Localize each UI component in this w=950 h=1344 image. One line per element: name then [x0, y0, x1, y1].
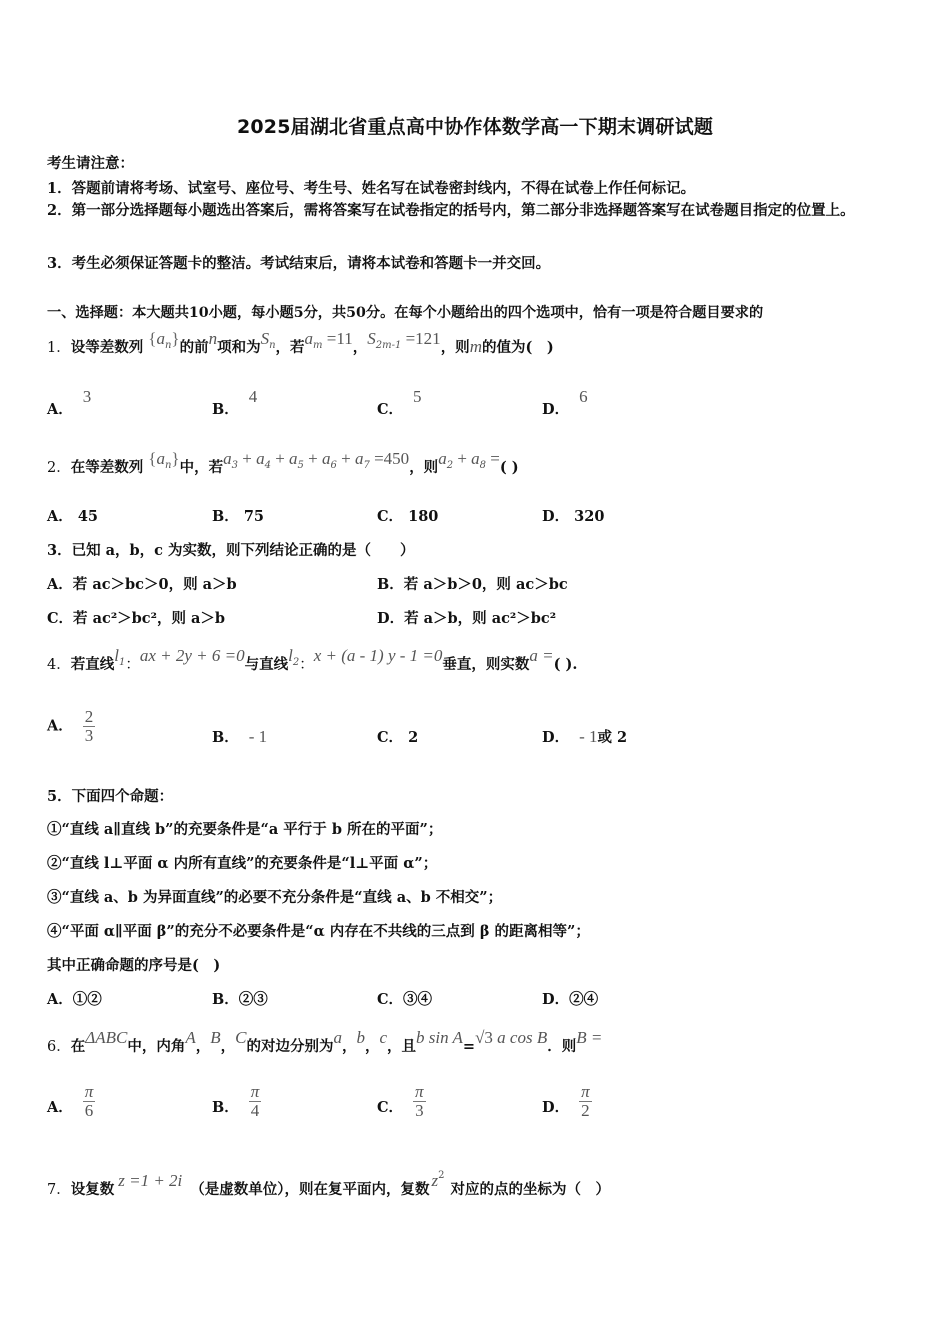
fraction-denominator: 3 [84, 726, 94, 745]
q7-z2 [431, 1170, 445, 1190]
option-value: 75 [243, 508, 265, 525]
q1-option-d[interactable] [542, 387, 588, 419]
q1-S2-sym: S [367, 329, 376, 348]
option-value: 若 ac²＞bc²，则 a＞b [73, 610, 226, 627]
q5-proposition-4: ④“平面 α∥平面 β”的充分不必要条件是“α 内存在不共线的三点到 β 的距离相等”； [47, 923, 590, 940]
q1-option-a[interactable] [47, 387, 92, 419]
q2-text: 在等差数列 [70, 459, 144, 476]
q2-term: a [256, 449, 265, 468]
q2-option-a[interactable] [47, 505, 98, 526]
q1-text: 的前 [179, 339, 209, 356]
q7-z2-sym: z [431, 1171, 439, 1190]
question-number: 4． [47, 657, 71, 673]
question-number: 1． [47, 340, 71, 356]
option-label: C． [377, 729, 404, 746]
q2-term-sub: 4 [264, 460, 271, 471]
q1-S2-sub: 2m-1 [375, 340, 402, 351]
q5-option-a[interactable] [47, 988, 102, 1009]
q2-option-b[interactable] [212, 505, 264, 526]
option-value: 若 a＞b，则 ac²＞bc² [404, 610, 557, 627]
question-2 [47, 449, 519, 479]
q6-text: 在 [70, 1038, 86, 1055]
notice-item-1: 1．答题前请将考场、试室号、座位号、考生号、姓名写在试卷密封线内，不得在试卷上作任何标记。 [47, 180, 696, 197]
fraction-denominator: 2 [581, 1101, 590, 1120]
option-suffix: 或 2 [597, 729, 628, 746]
option-label: A． [47, 576, 73, 593]
q2-term-sub: 5 [297, 460, 304, 471]
q6-triangle: ΔABC [85, 1028, 128, 1047]
option-label: C． [377, 401, 404, 418]
q1-option-c[interactable] [377, 387, 422, 419]
q1-comma: ， [352, 339, 368, 356]
option-value: 若 ac＞bc＞0，则 a＞b [72, 576, 237, 593]
q6-text: ，且 [387, 1038, 416, 1055]
fraction-denominator: 4 [250, 1101, 260, 1120]
option-value: - 1 [579, 727, 598, 746]
q5-option-b[interactable] [212, 988, 268, 1009]
option-value: ①② [72, 991, 102, 1008]
option-value: 若 a＞b＞0，则 ac＞bc [403, 576, 568, 593]
q6-C: C [235, 1028, 247, 1047]
page-title: 2025届湖北省重点高中协作体数学高一下期末调研试题 [236, 116, 714, 138]
q4-l2 [288, 646, 300, 668]
q2-term-sub: 6 [330, 460, 337, 471]
q2-term: a [354, 449, 364, 468]
q1-text: 的值为( ) [481, 339, 554, 356]
q6-comma: ， [341, 1038, 357, 1055]
q4-l2-sub: 2 [292, 657, 300, 668]
q2-op: =450 [369, 449, 410, 468]
question-7 [47, 1170, 611, 1199]
option-label: A． [47, 1098, 73, 1116]
q6-b: b [356, 1028, 365, 1047]
option-value: 4 [248, 387, 258, 406]
q2-term-sub: 7 [363, 460, 370, 471]
q1-am-val: =11 [322, 329, 353, 348]
notice-item-2: 2．第一部分选择题每小题选出答案后，需将答案写在试卷指定的括号内，第二部分非选择题答案写在试卷题目指定的位置上。 [47, 202, 855, 219]
q7-z2-sup: 2 [438, 1170, 445, 1181]
q2-a: a [156, 449, 165, 468]
q2-option-c[interactable] [377, 505, 438, 526]
q2-plus: + [453, 449, 472, 468]
option-label: B． [377, 576, 404, 593]
q6-root: √3 [475, 1028, 493, 1047]
question-number: 6． [47, 1039, 71, 1055]
q2-a2-sub: 2 [446, 460, 454, 471]
q5-proposition-3: ③“直线 a、b 为异面直线”的必要不充分条件是“直线 a、b 不相交”； [47, 889, 503, 906]
q1-a: a [156, 329, 165, 348]
question-3: 3．已知 a，b，c 为实数，则下列结论正确的是（ ） [47, 542, 415, 559]
q4-a: a = [529, 646, 554, 665]
fraction [249, 1083, 262, 1120]
option-label: C． [377, 991, 404, 1008]
q6-a: a [333, 1028, 342, 1047]
q4-eq2: x + (a - 1) y - 1 =0 [313, 646, 443, 665]
q2-text: 中，若 [179, 459, 224, 476]
q4-l1-sub: 1 [118, 657, 126, 668]
q1-S2-val: =121 [401, 329, 441, 348]
q7-z: z =1 + 2i [118, 1171, 183, 1190]
option-label: C． [47, 610, 74, 627]
q7-text: 对应的点的坐标为（ ） [450, 1181, 611, 1198]
q3-option-a[interactable] [47, 573, 237, 594]
q4-l1 [114, 646, 126, 668]
q1-S-sym: S [260, 329, 270, 348]
q6-text: 的对边分别为 [246, 1038, 334, 1055]
q1-text: ，若 [275, 339, 305, 356]
q6-text: 中，内角 [127, 1038, 186, 1055]
option-label: A． [47, 991, 73, 1008]
option-label: D． [542, 1098, 570, 1116]
question-number: 2． [47, 460, 71, 476]
option-label: D． [542, 508, 570, 525]
q2-term: a [289, 449, 298, 468]
q4-eq1: ax + 2y + 6 =0 [139, 646, 245, 665]
notice-item-3: 3．考生必须保证答题卡的整洁。考试结束后，请将本试卷和答题卡一并交回。 [47, 255, 551, 272]
q6-text: ．则 [547, 1038, 577, 1055]
q3-option-d[interactable] [377, 607, 556, 628]
option-label: D． [542, 401, 570, 418]
q1-text: ，则 [440, 339, 470, 356]
option-label: D． [542, 729, 570, 746]
option-value: 6 [579, 387, 588, 406]
q1-am [304, 329, 353, 351]
q4-text: 与直线 [244, 656, 289, 673]
q1-text: 设等差数列 [70, 339, 144, 356]
option-value: 5 [413, 387, 422, 406]
q4-option-b[interactable] [212, 726, 267, 747]
q3-option-b[interactable] [377, 573, 568, 594]
q1-S [260, 329, 276, 351]
q2-a-sub: n [164, 460, 172, 471]
q6-option-c[interactable] [377, 1083, 426, 1120]
q4-option-a[interactable] [47, 708, 95, 745]
q2-a8: a [471, 449, 480, 468]
q2-op: + [303, 449, 322, 468]
fraction-denominator: 6 [84, 1101, 94, 1120]
option-value: ②③ [238, 991, 268, 1008]
fraction-numerator: π [84, 1082, 94, 1101]
question-number: 7． [47, 1182, 71, 1198]
q2-eq: = [486, 449, 500, 468]
fraction [579, 1083, 592, 1120]
q1-text: 项和为 [217, 339, 261, 356]
option-label: D． [377, 610, 405, 627]
q2-sum [223, 449, 410, 471]
question-6 [47, 1028, 603, 1056]
q2-op: + [270, 449, 290, 468]
option-label: A． [47, 508, 73, 525]
fraction [413, 1083, 426, 1120]
option-label: D． [542, 991, 570, 1008]
option-label: B． [212, 508, 239, 525]
fraction-numerator: 2 [84, 707, 94, 726]
option-value: 320 [574, 508, 605, 525]
option-value: 180 [408, 508, 439, 525]
option-value: ②④ [569, 991, 599, 1008]
q1-sequence: $\{a_n\}$ [148, 329, 180, 351]
q7-text: 设复数 [70, 1181, 115, 1198]
q4-text: ( ). [553, 656, 578, 673]
fraction-numerator: π [250, 1082, 260, 1101]
q6-option-a[interactable] [47, 1083, 95, 1120]
q1-S2 [367, 329, 441, 351]
fraction [83, 1083, 96, 1120]
q4-option-c[interactable] [377, 726, 418, 747]
q2-op: + [336, 449, 355, 468]
q2-option-d[interactable] [542, 505, 604, 526]
option-label: B． [212, 1098, 239, 1116]
q1-n: n [208, 329, 218, 348]
q6-rhs: a cos B [492, 1028, 548, 1047]
option-label: B． [212, 729, 239, 746]
fraction-numerator: π [581, 1082, 590, 1101]
q5-proposition-1: ①“直线 a∥直线 b”的充要条件是“a 平行于 b 所在的平面”； [47, 821, 443, 838]
q1-option-b[interactable] [212, 387, 258, 419]
q6-lhs: b sin A [416, 1028, 463, 1047]
option-label: B． [212, 401, 239, 418]
fraction-numerator: π [415, 1082, 424, 1101]
q5-proposition-2: ②“直线 l⊥平面 α 内所有直线”的充要条件是“l⊥平面 α”； [47, 855, 438, 872]
q1-am-sub: m [313, 340, 323, 351]
q6-comma: ， [195, 1038, 211, 1055]
q6-comma: ， [364, 1038, 380, 1055]
q2-op: + [237, 449, 257, 468]
q2-target [438, 449, 500, 471]
q2-a8-sub: 8 [479, 460, 487, 471]
question-1 [47, 329, 554, 359]
q6-c: c [379, 1028, 387, 1047]
q1-am-sym: a [304, 329, 314, 348]
q6-eq: = [462, 1038, 476, 1055]
option-label: A． [47, 401, 73, 418]
q2-term: a [223, 449, 232, 468]
q4-l2-sym: l [288, 646, 293, 665]
q2-text: ( ) [499, 459, 519, 476]
option-label: A． [47, 717, 73, 735]
q1-S-sub: n [269, 340, 276, 351]
fraction-denominator: 3 [415, 1101, 424, 1120]
option-value: 3 [82, 387, 92, 406]
q2-term: a [322, 449, 331, 468]
option-value: - 1 [248, 727, 268, 746]
q6-ask: B = [576, 1028, 603, 1047]
q3-option-c[interactable] [47, 607, 225, 628]
option-value: 45 [77, 508, 99, 525]
q5-option-c[interactable] [377, 988, 432, 1009]
fraction [83, 708, 96, 745]
option-value: 2 [408, 729, 419, 746]
option-label: C． [377, 508, 404, 525]
q5-ask: 其中正确命题的序号是( ) [47, 957, 221, 974]
q6-B: B [210, 1028, 221, 1047]
q7-text: （是虚数单位），则在复平面内，复数 [190, 1181, 430, 1198]
question-4 [47, 646, 578, 676]
notice-heading: 考生请注意： [47, 155, 134, 172]
q2-text: ，则 [409, 459, 439, 476]
q5-option-d[interactable] [542, 988, 598, 1009]
q2-term-sub: 3 [231, 460, 238, 471]
q6-comma: ， [220, 1038, 236, 1055]
section-heading: 一、选择题：本大题共10小题，每小题5分，共50分。在每个小题给出的四个选项中，恰有一项是符合题目要求的 [47, 305, 764, 321]
q4-text: 若直线 [70, 656, 115, 673]
q6-option-d[interactable] [542, 1083, 592, 1120]
option-value: ③④ [403, 991, 433, 1008]
q2-sequence: $\{a_n\}$ [148, 449, 180, 471]
q1-a-sub: n [164, 340, 172, 351]
q4-colon: ： [125, 657, 140, 673]
q6-A: A [185, 1028, 196, 1047]
option-label: C． [377, 1098, 404, 1116]
q4-text: 垂直，则实数 [442, 656, 530, 673]
q4-l1-sym: l [114, 646, 119, 665]
q6-option-b[interactable] [212, 1083, 261, 1120]
q1-m: m [469, 337, 482, 356]
q4-colon: ： [299, 657, 314, 673]
q4-option-d[interactable] [542, 726, 627, 747]
question-5: 5．下面四个命题： [47, 788, 174, 805]
option-label: B． [212, 991, 239, 1008]
q2-a2: a [438, 449, 447, 468]
